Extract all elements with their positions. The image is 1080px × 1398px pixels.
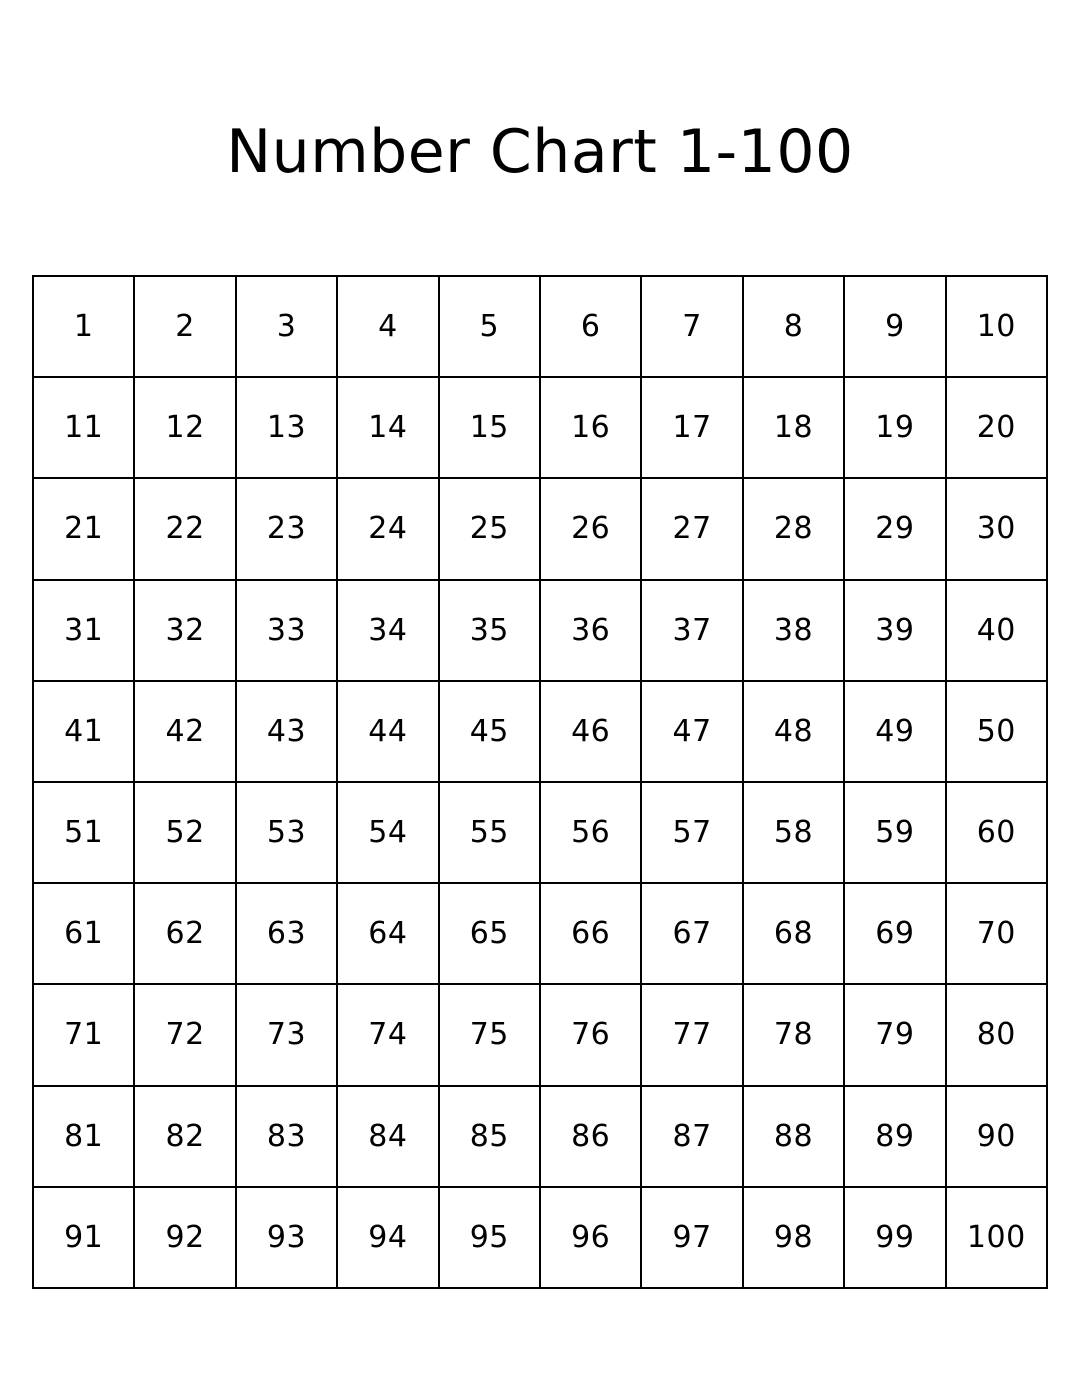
grid-cell: 62: [135, 884, 236, 985]
grid-cell: 68: [744, 884, 845, 985]
grid-cell: 59: [845, 783, 946, 884]
grid-cell: 66: [541, 884, 642, 985]
grid-cell: 31: [34, 581, 135, 682]
grid-cell: 37: [642, 581, 743, 682]
grid-cell: 17: [642, 378, 743, 479]
grid-cell: 7: [642, 277, 743, 378]
grid-cell: 6: [541, 277, 642, 378]
grid-cell: 79: [845, 985, 946, 1086]
grid-cell: 67: [642, 884, 743, 985]
grid-cell: 96: [541, 1188, 642, 1289]
grid-cell: 82: [135, 1087, 236, 1188]
grid-cell: 65: [440, 884, 541, 985]
grid-cell: 16: [541, 378, 642, 479]
grid-cell: 2: [135, 277, 236, 378]
grid-cell: 77: [642, 985, 743, 1086]
grid-cell: 18: [744, 378, 845, 479]
grid-cell: 11: [34, 378, 135, 479]
grid-cell: 95: [440, 1188, 541, 1289]
grid-cell: 9: [845, 277, 946, 378]
grid-cell: 8: [744, 277, 845, 378]
grid-cell: 13: [237, 378, 338, 479]
grid-cell: 74: [338, 985, 439, 1086]
grid-cell: 27: [642, 479, 743, 580]
grid-cell: 38: [744, 581, 845, 682]
grid-cell: 24: [338, 479, 439, 580]
grid-cell: 86: [541, 1087, 642, 1188]
grid-cell: 25: [440, 479, 541, 580]
grid-cell: 57: [642, 783, 743, 884]
grid-cell: 56: [541, 783, 642, 884]
grid-cell: 80: [947, 985, 1048, 1086]
page-title: Number Chart 1-100: [226, 117, 854, 187]
grid-cell: 42: [135, 682, 236, 783]
grid-cell: 75: [440, 985, 541, 1086]
grid-cell: 41: [34, 682, 135, 783]
grid-cell: 91: [34, 1188, 135, 1289]
grid-cell: 46: [541, 682, 642, 783]
grid-cell: 44: [338, 682, 439, 783]
grid-cell: 76: [541, 985, 642, 1086]
grid-cell: 26: [541, 479, 642, 580]
grid-cell: 98: [744, 1188, 845, 1289]
grid-cell: 12: [135, 378, 236, 479]
grid-cell: 94: [338, 1188, 439, 1289]
grid-cell: 30: [947, 479, 1048, 580]
grid-cell: 70: [947, 884, 1048, 985]
grid-cell: 69: [845, 884, 946, 985]
number-grid: [32, 275, 1048, 1289]
grid-cell: 50: [947, 682, 1048, 783]
grid-cell: 64: [338, 884, 439, 985]
grid-cell: 21: [34, 479, 135, 580]
grid-cell: 34: [338, 581, 439, 682]
grid-cell: 51: [34, 783, 135, 884]
grid-cell: 100: [947, 1188, 1048, 1289]
grid-cell: 10: [947, 277, 1048, 378]
grid-cell: 71: [34, 985, 135, 1086]
grid-cell: 93: [237, 1188, 338, 1289]
grid-cell: 43: [237, 682, 338, 783]
grid-cell: 78: [744, 985, 845, 1086]
grid-cell: 1: [34, 277, 135, 378]
grid-cell: 85: [440, 1087, 541, 1188]
grid-cell: 23: [237, 479, 338, 580]
grid-cell: 52: [135, 783, 236, 884]
grid-cell: 92: [135, 1188, 236, 1289]
grid-cell: 4: [338, 277, 439, 378]
grid-cell: 88: [744, 1087, 845, 1188]
grid-cell: 73: [237, 985, 338, 1086]
grid-cell: 39: [845, 581, 946, 682]
grid-cell: 20: [947, 378, 1048, 479]
grid-cell: 55: [440, 783, 541, 884]
grid-cell: 99: [845, 1188, 946, 1289]
grid-cell: 32: [135, 581, 236, 682]
grid-cell: 58: [744, 783, 845, 884]
grid-cell: 87: [642, 1087, 743, 1188]
grid-cell: 49: [845, 682, 946, 783]
grid-cell: 14: [338, 378, 439, 479]
grid-cell: 33: [237, 581, 338, 682]
grid-cell: 28: [744, 479, 845, 580]
grid-cell: 15: [440, 378, 541, 479]
grid-cell: 54: [338, 783, 439, 884]
grid-cell: 72: [135, 985, 236, 1086]
grid-cell: 47: [642, 682, 743, 783]
grid-cell: 97: [642, 1188, 743, 1289]
grid-cell: 29: [845, 479, 946, 580]
grid-cell: 22: [135, 479, 236, 580]
grid-cell: 89: [845, 1087, 946, 1188]
grid-cell: 90: [947, 1087, 1048, 1188]
grid-cell: 36: [541, 581, 642, 682]
grid-cell: 53: [237, 783, 338, 884]
grid-cell: 60: [947, 783, 1048, 884]
grid-cell: 35: [440, 581, 541, 682]
grid-cell: 61: [34, 884, 135, 985]
grid-cell: 83: [237, 1087, 338, 1188]
grid-cell: 19: [845, 378, 946, 479]
grid-cell: 40: [947, 581, 1048, 682]
grid-cell: 3: [237, 277, 338, 378]
grid-cell: 81: [34, 1087, 135, 1188]
grid-cell: 84: [338, 1087, 439, 1188]
grid-cell: 63: [237, 884, 338, 985]
grid-cell: 45: [440, 682, 541, 783]
grid-cell: 5: [440, 277, 541, 378]
grid-cell: 48: [744, 682, 845, 783]
